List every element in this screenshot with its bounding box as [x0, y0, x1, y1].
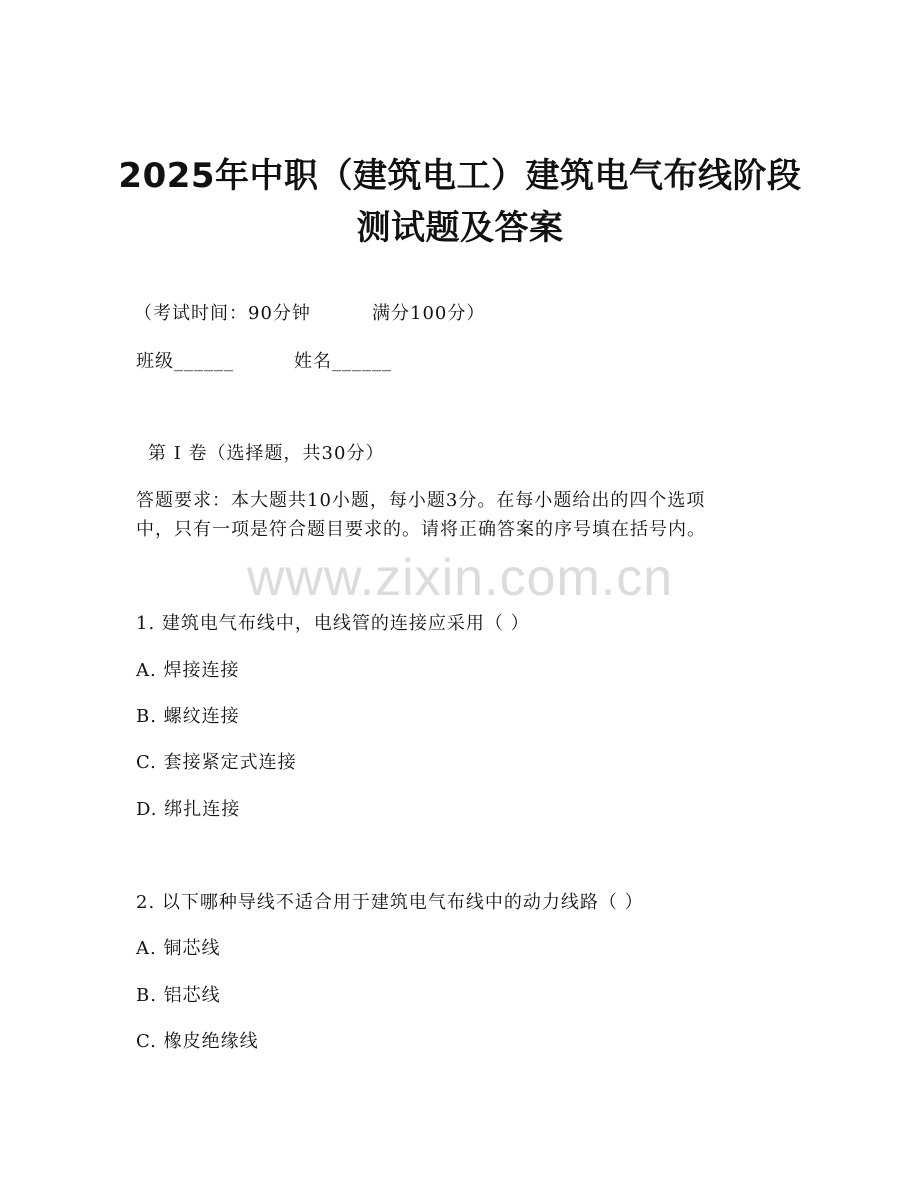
- question-1-option-b: B. 螺纹连接: [136, 706, 240, 727]
- document-title-line-1: 2025年中职（建筑电工）建筑电气布线阶段: [118, 156, 802, 196]
- question-2-option-c: C. 橡皮绝缘线: [136, 1031, 259, 1052]
- question-2-stem: 2. 以下哪种导线不适合用于建筑电气布线中的动力线路（ ）: [136, 892, 644, 913]
- question-1-option-d: D. 绑扎连接: [136, 799, 241, 820]
- question-1-stem: 1. 建筑电气布线中，电线管的连接应采用（ ）: [136, 613, 530, 634]
- document-title-line-2: 测试题及答案: [356, 208, 564, 248]
- question-1-option-a: A. 焊接连接: [136, 660, 240, 681]
- watermark: www.zixin.com.cn: [246, 549, 674, 607]
- section-heading: 第 I 卷（选择题，共30分）: [148, 443, 385, 464]
- instructions-line-1: 答题要求：本大题共10小题，每小题3分。在每小题给出的四个选项: [136, 490, 706, 511]
- exam-time: （考试时间：90分钟: [134, 303, 311, 324]
- name-field: 姓名______: [294, 351, 392, 372]
- class-field: 班级______: [136, 351, 234, 372]
- instructions-line-2: 中，只有一项是符合题目要求的。请将正确答案的序号填在括号内。: [136, 519, 706, 540]
- question-2-option-b: B. 铝芯线: [136, 985, 221, 1006]
- question-1-option-c: C. 套接紧定式连接: [136, 752, 297, 773]
- question-2-option-a: A. 铜芯线: [136, 938, 221, 959]
- exam-full-score: 满分100分）: [372, 303, 486, 324]
